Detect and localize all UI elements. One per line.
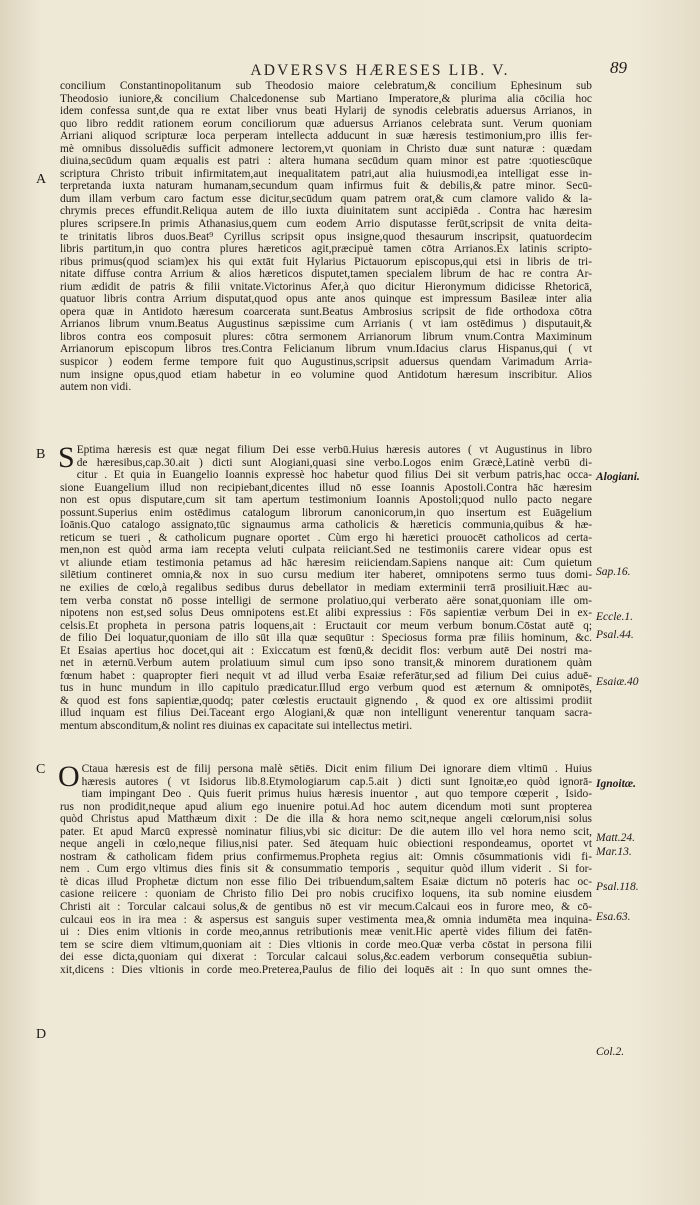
text-line: reticum se tueri , & catholicum pugnare oportet . Cùm ergo hi hæretici prouocēt catholicos ad certa- [60,531,592,544]
text-line: nostram & catholicam fidem prius confirmemus.Propheta regius ait: Omnis cōsummationis vidi fi- [60,850,592,863]
running-title: ADVERSVS HÆRESES LIB. V. [250,62,510,79]
text-line: Christi ait : Torcular calcaui solus,& de gentibus nō est vir mecum.Calcaui eos in furore meo, & cō- [60,901,592,914]
text-line: scriptura Christo tribuit infirmitatem,aut inequalitatem patri,aut alia huiusmodi,ea intelligat esse in- [60,167,592,180]
paragraph-eighth-heresy [58,760,592,976]
text-line: de filio Dei loquatur,quoniam de illo sūt illa quæ sequūtur : Speciosus forma præ filiis hominum, &c. [60,632,592,645]
text-line: Et Esaias apertius hoc docet,qui ait : Exiccatum est fœnū,& decidit flos: verbum autē Dei nostri ma- [60,644,592,657]
text-line: Eptima hæresis est quæ negat filium Dei esse verbū.Huius hæresis autores ( vt Augustinus in libro [76,444,592,456]
margin-note-alogiani: Alogiani. [596,471,640,483]
text-line: dei esse dicta,quoniam qui dixerat : Torcular calcaui solus,&c.eadem verborum consequētia subiun- [60,951,592,964]
text-line: rium ædidit de patris & filii vnitate.Victorinus Afer,à quo dicitur Hieronymum didicisse Rhetoricā, [60,280,592,293]
margin-letter-d: D [36,1027,47,1042]
margin-letter-b: B [36,447,46,462]
text-line: celsis.Et propheta in persona patris loquens,ait : Eructauit cor meum verbum bonum.Cōstat autē q; [60,619,592,632]
text-line: te trinitatis libros duos.Beat⁹ Cyrillus scripsit opus insigne,quod thesaurum inscripsit, quatuordecim [60,230,592,243]
text-line: hæresis autores ( vt Isidorus lib.8.Etymologiarum cap.5.ait ) dicti sunt Ignoitæ,eo quòd ignorā- [81,775,592,788]
text-line: illud inquam est filius Dei.Taceant ergo Alogiani,& quæ non intelligunt venerentur tanquam sacra- [60,707,592,720]
text-line: chrymis preces effundit.Reliqua autem de illo iuxta diuinitatem sunt accipiēda . Contra hac hæresim [60,205,592,218]
text-line: libris partitum,in quo contra plures hæreticos agit,præcipuè tamen cōtra Arrianos.Ex latinis scripto- [60,243,592,256]
text-line: mè omnibus dissoluēdis sufficit admonere lectorem,vt quoniam in Christo duæ sunt naturæ : quædam [60,142,592,155]
text-line: possunt.Superius enim ostēdimus catalogum librorum canonicorum,in quo insertum est Euāgelium [60,506,592,519]
text-line: citur . Et quia in Euangelio Ioannis expressè hoc habetur quod filius Dei sit verbum patris,hac occa- [76,469,592,482]
text-line: quo libro reddit rationem eorum conciliorum quæ aduersus Arrianos celebrata sunt. Verum quoniam [60,117,592,130]
text-line: vt aliunde etiam testimonia petamus ad hāc hæresim reiiciendam.Sapiens nanque ait: Cum quietum [60,556,592,569]
text-line: rus non prodidit,neque apud alium ego inuenire potui.Ad hoc autem dicendum moti sunt propterea [60,800,592,813]
margin-note-mar: Mar.13. [596,846,632,858]
paragraph-arrian-councils [60,80,592,394]
text-line: tè dicas illud Prophetæ dictum non esse filio Dei tribuendum,saltem Esaiæ dictum nō poteris hac oc- [60,875,592,888]
text-line: neque angeli in cœlo,neque filius,nisi pater. Sed ātequam huic obiectioni respondeamus, oportet vt [60,838,592,851]
margin-note-eccle: Eccle.1. [596,611,634,623]
margin-note-esaiae: Esaiæ.40 [596,676,639,688]
text-line: silētium contineret omnia,& nox in suo cursu medium iter haberet, omnipotens sermo tuus domi- [60,569,592,582]
margin-note-matt: Matt.24. [596,832,635,844]
text-line: autem non vidi. [60,381,132,394]
text-line: ribus primus(quod sciam)ex his qui extāt fuit Hylarius Pictauorum episcopus,qui etsi in libris de tri- [60,255,592,268]
text-line: plures scripsere.In primis Athanasius,quem cum eodem Arrio disputasse ferūt,scripsit de vnita deita- [60,218,592,231]
text-line: ne exilies de cœlo,à regalibus sedibus durus debellator in mediam exterminii terrā prosiliuit.Hæc au- [60,582,592,595]
text-line: tem verba constat nō posse intelligi de sermone prolatiuo,qui verberato aëre sonat,quoniam ille om- [60,594,592,607]
text-line: quòd Christus apud Matthæum dixit : De die illa & hora nemo scit,neque angeli cœlorum,nisi solus [60,813,592,826]
text-line: opera quæ in Antidoto hæresum coarcerata sunt.Beatus Ambrosius scripsit de fide orthodoxa cōtra [60,305,592,318]
text-line: concilium Constantinopolitanum sub Theodosio maiore celebratum,& concilium Ephesinum sub [60,80,592,92]
margin-note-col: Col.2. [596,1046,625,1058]
text-line: tem se scire diem vltimum,quoniam ait : Dies vltionis in corde meo.Quæ verba cōstat in persona filii [60,938,592,951]
text-line: nipotens non est,sed solus Deus omnipotens est.Et alibi expressius : Fōs sapientiæ verbum Dei in ex- [60,607,592,620]
text-line: terpretanda iuxta naturam humanam,secundum quam infirmus fuit & debilis,& patre minor. Secū- [60,180,592,193]
margin-note-psal-118: Psal.118. [596,881,639,893]
text-line: Arrianos librum vnum.Beatus Augustinus sæpissime cum Arrianis ( vt iam ostēdimus ) disputauit,& [60,318,592,331]
text-line: men,non est quòd arma iam recepta veluti culpata reiiciant.Sed ne testimoniis carere videar opus est [60,544,592,557]
text-line: Arriani aliquod scripturæ loca perperam intellecta adducunt in suæ hæresis testimonium,pro illis fer- [60,130,592,143]
text-line: idem confessa sunt,de qua re extat liber vnus beati Hylarij de synodis celebratis aduersus Arrianos, in [60,105,592,118]
margin-note-esa: Esa.63. [596,911,631,923]
text-line: nitate diffuse contra Arrium & alios hæreticos disputet,tamen specialem librum de hac re contra Ar- [60,268,592,281]
margin-note-ignoitae: Ignoitæ. [596,778,636,790]
text-line: diuina,secūdum quam æqualis est patri : altera humana secūdum quam minor est patre :quotiescūque [60,155,592,168]
text-line: Ioānis.Quo catalogo assignato,tūc signaumus arma catholicis & hæreticis communia,quibus & hæ- [60,519,592,532]
text-line: dum illam verbum caro factum esse dicitur,secūdum quam patrem orat,& cum clamore valido & la- [60,192,592,205]
text-line: & quod est fons sapientiæ,quodq; pater cœlestis eructauit gignendo , & quod ex ore altissimi prodiit [60,694,592,707]
text-line: culcaui eos in ira mea : & aspersus est sanguis super vestimenta mea,& omnia indumēta mea inquina- [60,913,592,926]
text-line: ui : Dies enim vltionis in corde meo,annus retributionis meæ venit.Hic apertè vides filium dei fatēn- [60,926,592,939]
margin-letter-a: A [36,172,47,187]
text-line: tus in hunc mundum in illo capitulo prædicatur.Illud ergo verbum quod est æternum & omnipotēs, [60,682,592,695]
text-line: pater. Et apud Marcū expressè nominatur filius,vbi sic dicitur: De die autem illo vel hora nemo scit, [60,825,592,838]
text-line: net in æternū.Verbum autem prolatiuum simul cum ipso sono transit,& minorem durationem quàm [60,657,592,670]
text-line: suspicor ) eodem ferme tempore fuit quo Augustinus,scripsit aduersus quendam Varimadum Arria- [60,356,592,369]
text-line: mentum absconditum,& nolint res diuinas ex capacitate sui intellectus metiri. [60,720,413,733]
text-line: casione reiicere : quoniam de Christo filio Dei pro nobis crucifixo loquens, ita sub nomine eiusdem [60,888,592,901]
drop-cap: S [58,441,75,474]
text-line: num insigne opus,quod etiam habetur in eo volumine quod Antidotum hæresum inscribitur. Alios [60,368,592,381]
text-line: Arrianorum episcopum libros tres.Contra Felicianum librum vnum.Idacius clarus Hispanus,qui ( vt [60,343,592,356]
text-line: xit,dicens : Dies vltionis in corde meo.Preterea,Paulus de filio dei loquēs ait : In quo sunt omnes the- [60,963,592,976]
margin-note-sap: Sap.16. [596,566,631,578]
text-line: non est opus disputare,cum sit tam apertum testimonium Ioannis Apostoli;quod nullo pacto negare [60,494,592,507]
text-line: nem . Cum ergo vltimus dies finis sit & consummatio temporis , sequitur quòd illum viderit . Si for- [60,863,592,876]
text-line: fœnum habet : quapropter fieri nequit vt ad illud verba Esaiæ referātur,sed ad filium Dei cuius aduē- [60,669,592,682]
paragraph-seventh-heresy [58,441,592,733]
margin-note-psal-44: Psal.44. [596,629,634,641]
text-line: tiam impingant Deo . Quis fuerit primus huius hæresis inuentor , aut quo tempore cœperit , Isido- [81,788,592,801]
text-line: quatuor libris contra Arrium disputat,quod opus ante anos quinque est impressum Basileæ inter alia [60,293,592,306]
text-line: libros contra eos composuit plures: cōtra sermonem Arrianorum librum vnum.Contra Maximinum [60,330,592,343]
text-line: de hæresibus,cap.30.ait ) dicti sunt Alogiani,quasi sine verbo.Logos enim Græcè,Latinè verbū di- [76,456,592,469]
text-line: Ctaua hæresis est de filij persona malè sētiēs. Dicit enim filium Dei ignorare diem vltimū . Huius [81,763,592,775]
text-line: Theodosio iuniore,& concilium Chalcedonense sub Martiano Imperatore,& plurima alia cōcilia hoc [60,92,592,105]
drop-cap: O [58,760,80,793]
page-number: 89 [610,58,627,77]
text-line: sione Euangelium illud non recipiebant,dicentes illud nō esse Ioannis Apostoli.Contra hāc hæresim [60,481,592,494]
margin-letter-c: C [36,762,46,777]
